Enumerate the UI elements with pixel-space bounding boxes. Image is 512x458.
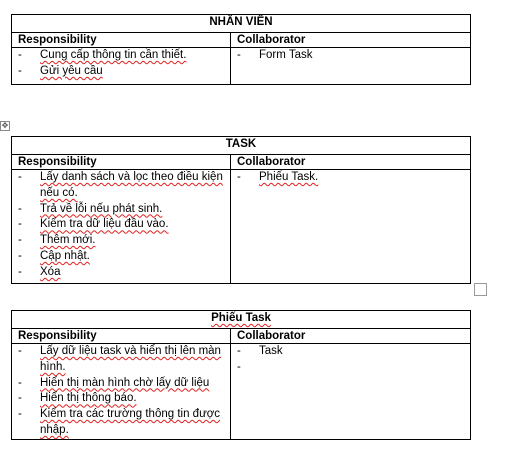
responsibility-item: - Lấy danh sách và lọc theo điều kiện nếu có. xyxy=(18,170,230,202)
responsibility-header: Responsibility xyxy=(12,33,231,48)
collaborator-item: - Form Task xyxy=(237,48,470,64)
collaborator-header: Collaborator xyxy=(231,33,471,48)
card-title: TASK xyxy=(12,137,471,155)
responsibility-cell xyxy=(12,48,231,85)
responsibility-cell xyxy=(12,344,231,440)
responsibility-item: - Kiểm tra các trường thông tin được nhập. xyxy=(18,407,230,439)
crc-card-task xyxy=(11,136,471,284)
table-move-handle-icon[interactable]: ✥ xyxy=(1,121,9,130)
crc-card-nhan-vien xyxy=(11,14,471,85)
responsibility-item: - Hiển thị thông báo. xyxy=(18,391,230,407)
responsibility-header: Responsibility xyxy=(12,329,231,344)
responsibility-item: - Thêm mới. xyxy=(18,233,230,249)
card-title: NHÂN VIÊN xyxy=(12,15,471,33)
responsibility-item: - Xóa xyxy=(18,265,230,281)
table-resize-handle[interactable] xyxy=(474,283,487,296)
collaborator-cell xyxy=(231,48,471,85)
responsibility-item: - Hiển thị màn hình chờ lấy dữ liệu xyxy=(18,376,230,392)
crc-card-phieu-task xyxy=(11,310,471,440)
responsibility-item: - Kiểm tra dữ liệu đầu vào. xyxy=(18,217,230,233)
responsibility-header: Responsibility xyxy=(12,155,231,170)
collaborator-header: Collaborator xyxy=(231,155,471,170)
responsibility-cell xyxy=(12,170,231,284)
collaborator-header: Collaborator xyxy=(231,329,471,344)
responsibility-item: - Lấy dữ liệu task và hiển thị lên màn hình. xyxy=(18,344,230,376)
collaborator-cell xyxy=(231,344,471,440)
card-title: Phiếu Task xyxy=(12,311,471,329)
responsibility-item: - Trả về lỗi nếu phát sinh. xyxy=(18,202,230,218)
responsibility-item: - Cung cấp thông tin cần thiết. xyxy=(18,48,230,64)
responsibility-item: - Gửi yêu cầu xyxy=(18,64,230,80)
collaborator-item: - Phiếu Task. xyxy=(237,170,470,186)
responsibility-item: - Cập nhật. xyxy=(18,249,230,265)
collaborator-cell xyxy=(231,170,471,284)
collaborator-item: - Task xyxy=(237,344,470,360)
